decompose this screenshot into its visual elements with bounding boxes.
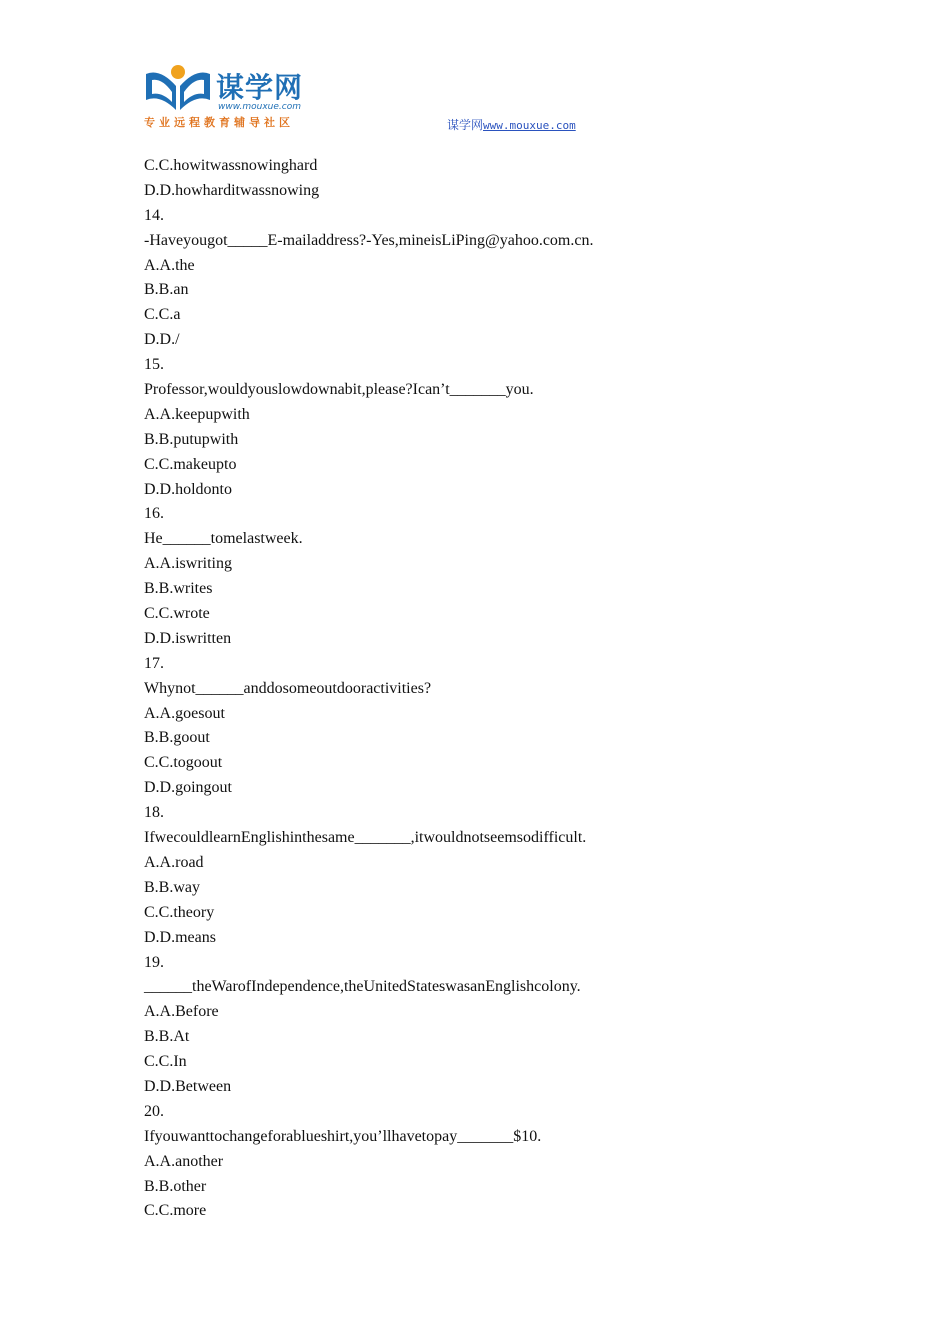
text-line: IfwecouldlearnEnglishinthesame_______,itwouldnotseemsodifficult. xyxy=(144,829,587,847)
text-line: C.C.more xyxy=(144,1202,207,1220)
text-line: C.C.theory xyxy=(144,903,215,921)
text-line: D.D.holdonto xyxy=(144,480,232,498)
text-line: 20. xyxy=(144,1102,164,1120)
text-line: A.A.iswriting xyxy=(144,555,232,573)
text-line: A.A.goesout xyxy=(144,704,225,722)
text-line: B.B.way xyxy=(144,878,200,896)
site-label: 谋学网 xyxy=(447,118,484,132)
text-line: D.D./ xyxy=(144,331,180,349)
text-line: D.D.means xyxy=(144,928,216,946)
text-line: B.B.an xyxy=(144,281,189,299)
text-line: C.C.a xyxy=(144,306,181,324)
text-line: B.B.writes xyxy=(144,580,213,598)
text-line: B.B.putupwith xyxy=(144,430,239,448)
text-line: B.B.At xyxy=(144,1028,190,1046)
text-line: B.B.goout xyxy=(144,729,210,747)
text-line: D.D.howharditwassnowing xyxy=(144,181,320,199)
text-line: ______theWarofIndependence,theUnitedStateswasanEnglishcolony. xyxy=(144,978,581,996)
text-line: A.A.Before xyxy=(144,1003,219,1021)
text-line: -Haveyougot_____E-mailaddress?-Yes,mineisLiPing@yahoo.com.cn. xyxy=(144,231,594,249)
text-line: He______tomelastweek. xyxy=(144,530,303,548)
text-line: B.B.other xyxy=(144,1177,207,1195)
text-line: C.C.makeupto xyxy=(144,455,237,473)
site-logo xyxy=(142,64,332,132)
logo-slogan: 专业远程教育辅导社区 xyxy=(144,116,294,129)
text-line: C.C.wrote xyxy=(144,605,210,623)
text-line: A.A.the xyxy=(144,256,195,274)
text-line: C.C.howitwassnowinghard xyxy=(144,157,318,174)
text-line: A.A.road xyxy=(144,853,204,871)
text-line: A.A.keepupwith xyxy=(144,405,250,423)
text-line: Ifyouwanttochangeforablueshirt,you’llhavetopay_______$10. xyxy=(144,1127,542,1145)
text-line: C.C.In xyxy=(144,1053,187,1071)
text-line: Whynot______anddosomeoutdooractivities? xyxy=(144,679,432,697)
logo-name: 谋学网 xyxy=(216,71,304,104)
site-header-link xyxy=(447,116,576,133)
logo-url: www.mouxue.com xyxy=(218,102,301,112)
logo-book-icon xyxy=(142,64,214,114)
text-line: Professor,wouldyouslowdownabit,please?Ican’t_______you. xyxy=(144,381,534,399)
text-line: 16. xyxy=(144,505,164,523)
text-line: 14. xyxy=(144,206,164,224)
text-line: 15. xyxy=(144,356,164,374)
text-line: D.D.iswritten xyxy=(144,629,232,647)
document-body xyxy=(144,154,844,1224)
text-line: 19. xyxy=(144,953,164,971)
site-url-link[interactable]: www.mouxue.com xyxy=(483,119,576,132)
text-line: C.C.togoout xyxy=(144,754,223,772)
text-line: D.D.Between xyxy=(144,1077,232,1095)
text-line: 18. xyxy=(144,804,164,822)
text-line: A.A.another xyxy=(144,1152,224,1170)
text-line: 17. xyxy=(144,654,164,672)
text-line: D.D.goingout xyxy=(144,779,232,797)
